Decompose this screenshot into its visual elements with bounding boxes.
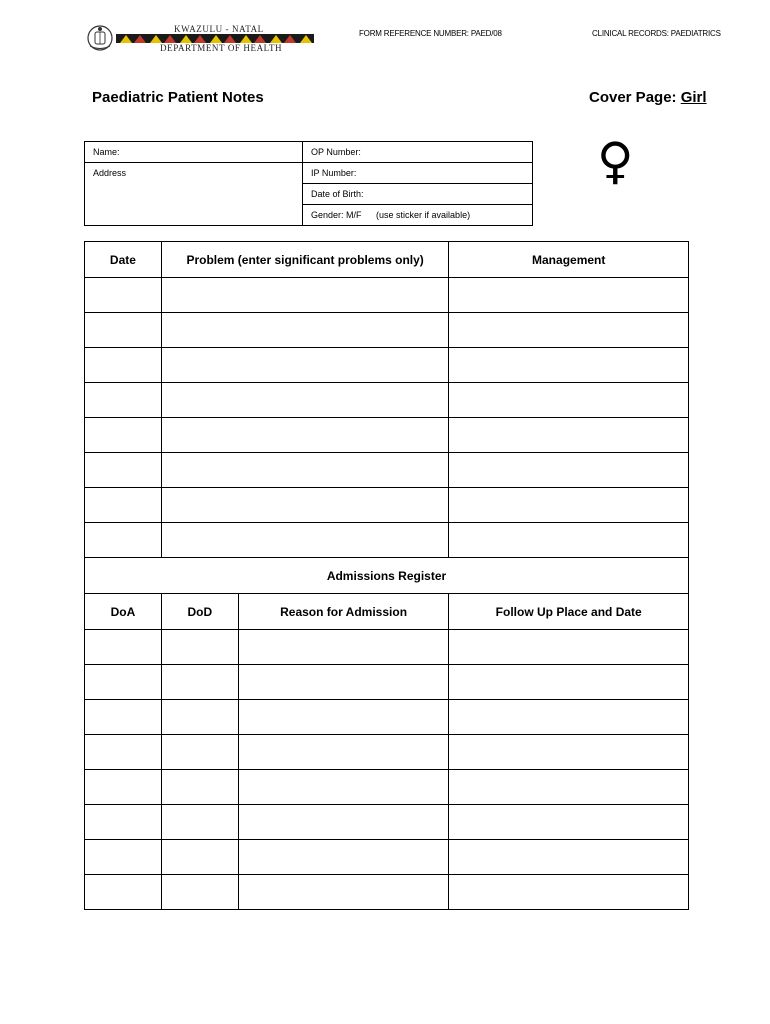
coat-of-arms-icon xyxy=(86,24,114,52)
admission-row xyxy=(85,665,689,700)
date-cell[interactable] xyxy=(85,313,162,348)
problem-cell[interactable] xyxy=(161,348,449,383)
date-cell[interactable] xyxy=(85,418,162,453)
reason-cell[interactable] xyxy=(238,875,449,910)
management-cell[interactable] xyxy=(449,313,689,348)
doa-cell[interactable] xyxy=(85,840,162,875)
follow-up-cell[interactable] xyxy=(449,770,689,805)
dod-cell[interactable] xyxy=(161,700,238,735)
follow-up-cell[interactable] xyxy=(449,665,689,700)
follow-up-cell[interactable] xyxy=(449,805,689,840)
problem-cell[interactable] xyxy=(161,278,449,313)
admission-row xyxy=(85,630,689,665)
admission-row xyxy=(85,805,689,840)
cover-gender: Girl xyxy=(680,89,707,106)
dod-cell[interactable] xyxy=(161,770,238,805)
admission-row xyxy=(85,770,689,805)
follow-up-cell[interactable] xyxy=(449,840,689,875)
reason-cell[interactable] xyxy=(238,630,449,665)
date-header: Date xyxy=(85,242,162,278)
patient-info-table xyxy=(84,141,533,226)
management-cell[interactable] xyxy=(449,488,689,523)
doa-cell[interactable] xyxy=(85,875,162,910)
ip-number-field[interactable]: IP Number: xyxy=(303,163,533,184)
address-field[interactable]: Address xyxy=(85,163,303,226)
doa-cell[interactable] xyxy=(85,735,162,770)
dob-field[interactable]: Date of Birth: xyxy=(303,184,533,205)
follow-up-cell[interactable] xyxy=(449,875,689,910)
sticker-note: (use sticker if available) xyxy=(376,210,471,220)
female-symbol-icon: ♀ xyxy=(597,132,634,190)
problem-header: Problem (enter significant problems only) xyxy=(161,242,449,278)
reason-cell[interactable] xyxy=(238,770,449,805)
gender-field[interactable] xyxy=(303,205,533,226)
problem-row xyxy=(85,348,689,383)
date-cell[interactable] xyxy=(85,488,162,523)
doa-cell[interactable] xyxy=(85,665,162,700)
doa-header: DoA xyxy=(85,594,162,630)
problem-row xyxy=(85,383,689,418)
page-title: Paediatric Patient Notes xyxy=(92,89,264,106)
management-cell[interactable] xyxy=(449,418,689,453)
management-cell[interactable] xyxy=(449,348,689,383)
doa-cell[interactable] xyxy=(85,630,162,665)
problem-cell[interactable] xyxy=(161,523,449,558)
doa-cell[interactable] xyxy=(85,805,162,840)
org-name-line2: DEPARTMENT OF HEALTH xyxy=(160,43,283,53)
date-cell[interactable] xyxy=(85,383,162,418)
dod-cell[interactable] xyxy=(161,630,238,665)
reason-cell[interactable] xyxy=(238,665,449,700)
reason-cell[interactable] xyxy=(238,735,449,770)
reason-cell[interactable] xyxy=(238,805,449,840)
admission-row xyxy=(85,840,689,875)
follow-up-header: Follow Up Place and Date xyxy=(449,594,689,630)
org-name-line1: KWAZULU - NATAL xyxy=(174,24,264,34)
dod-cell[interactable] xyxy=(161,840,238,875)
cover-page-label xyxy=(589,89,707,106)
management-cell[interactable] xyxy=(449,278,689,313)
admission-row xyxy=(85,700,689,735)
admissions-title-row xyxy=(85,558,689,594)
problem-cell[interactable] xyxy=(161,383,449,418)
dod-cell[interactable] xyxy=(161,735,238,770)
management-cell[interactable] xyxy=(449,523,689,558)
dod-cell[interactable] xyxy=(161,665,238,700)
date-cell[interactable] xyxy=(85,278,162,313)
problem-row xyxy=(85,418,689,453)
problem-row xyxy=(85,453,689,488)
name-field[interactable]: Name: xyxy=(85,142,303,163)
op-number-field[interactable]: OP Number: xyxy=(303,142,533,163)
kzn-logo xyxy=(86,24,316,54)
reason-cell[interactable] xyxy=(238,700,449,735)
doa-cell[interactable] xyxy=(85,770,162,805)
problem-cell[interactable] xyxy=(161,313,449,348)
follow-up-cell[interactable] xyxy=(449,735,689,770)
follow-up-cell[interactable] xyxy=(449,630,689,665)
patient-notes-table xyxy=(84,241,689,910)
doa-cell[interactable] xyxy=(85,700,162,735)
follow-up-cell[interactable] xyxy=(449,700,689,735)
reason-cell[interactable] xyxy=(238,840,449,875)
problem-row xyxy=(85,278,689,313)
problem-row xyxy=(85,313,689,348)
date-cell[interactable] xyxy=(85,348,162,383)
form-reference: FORM REFERENCE NUMBER: PAED/08 xyxy=(359,29,502,38)
dod-cell[interactable] xyxy=(161,875,238,910)
dod-header: DoD xyxy=(161,594,238,630)
date-cell[interactable] xyxy=(85,523,162,558)
problem-row xyxy=(85,523,689,558)
date-cell[interactable] xyxy=(85,453,162,488)
gender-label: Gender: M/F xyxy=(311,210,362,220)
problem-cell[interactable] xyxy=(161,488,449,523)
admissions-register-title: Admissions Register xyxy=(85,558,689,594)
problem-cell[interactable] xyxy=(161,453,449,488)
reason-header: Reason for Admission xyxy=(238,594,449,630)
management-cell[interactable] xyxy=(449,453,689,488)
management-cell[interactable] xyxy=(449,383,689,418)
admission-row xyxy=(85,735,689,770)
records-label: CLINICAL RECORDS: PAEDIATRICS xyxy=(592,29,721,38)
admissions-header-row xyxy=(85,594,689,630)
beadwork-pattern-icon xyxy=(116,34,314,43)
problem-cell[interactable] xyxy=(161,418,449,453)
problem-header-row xyxy=(85,242,689,278)
problem-row xyxy=(85,488,689,523)
dod-cell[interactable] xyxy=(161,805,238,840)
cover-prefix: Cover Page: xyxy=(589,89,677,106)
admission-row xyxy=(85,875,689,910)
management-header: Management xyxy=(449,242,689,278)
